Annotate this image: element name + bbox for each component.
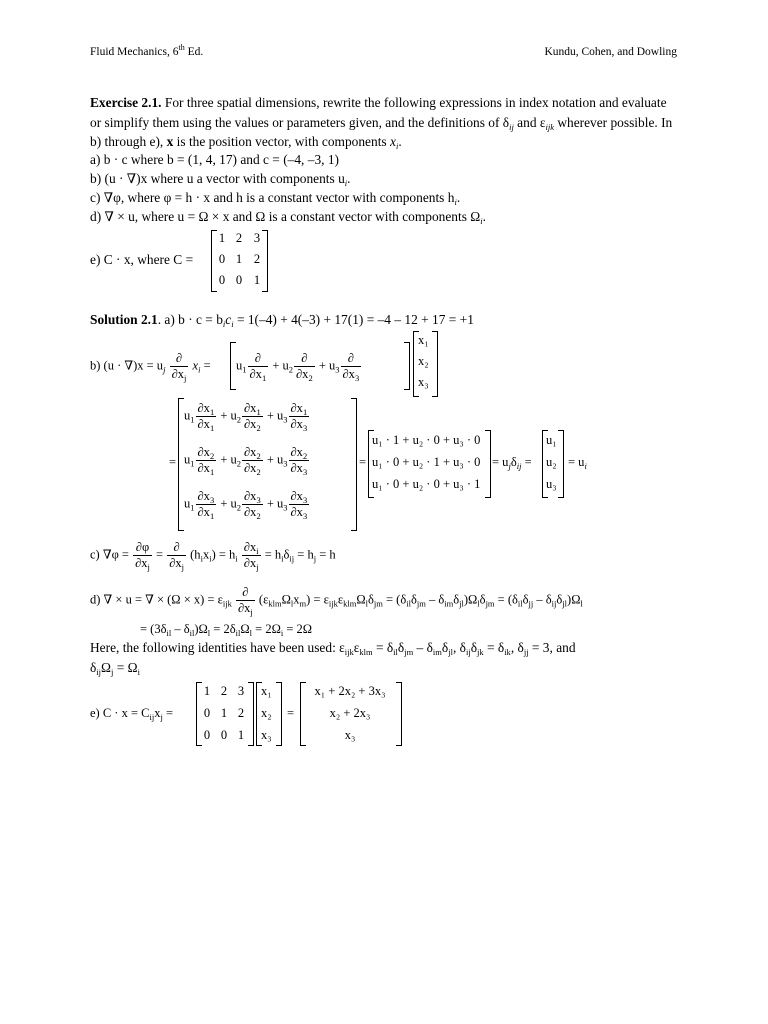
solution-b-expansion: $u_1$ $\frac{\partial}{\partial x_1}$ + $u_2$ $\frac{\partial}{\partial x_2}$ + $u_3$ $\frac{\partial}{\partial x_3}$ <box>236 351 360 383</box>
result-ui: = $u_i$ <box>568 455 587 471</box>
vector-entry: x₂ <box>261 706 272 720</box>
matrix-cell: 1 <box>235 252 243 266</box>
solution-e: e) $C \cdot x = C_{ij}x_j$ = <box>90 706 174 722</box>
matrix-cell: 3 <box>253 231 261 245</box>
matrix-cell: 3 <box>237 684 245 698</box>
matrix-cell: 2 <box>220 684 228 698</box>
matrix-row: u₁ · 1 + u₂ · 0 + u₃ · 0 <box>372 433 481 447</box>
solution-d-line2: = $(3\delta_{il} - \delta_{il})\Omega_l = 2\delta_{il}\Omega_l = 2\Omega_i = 2\Omega$ <box>140 622 313 638</box>
matrix-row: $u_1$ $\frac{\partial x_2}{\partial x_1}$ + $u_2$ $\frac{\partial x_2}{\partial x_2}$ + $u_3$ $\frac{\partial x_2}{\partial x_3}$ <box>184 445 308 477</box>
matrix-row: u₁ · 0 + u₂ · 0 + u₃ · 1 <box>372 477 481 491</box>
solution-c: c) ∇φ = $\frac{\partial\varphi}{\partial x_j}$ = $\frac{\partial}{\partial x_j}$ $(h_ix_i) = h_i$ $\frac{\partial x_i}{\partial x_j}$ = $h_i\delta_{ij} = h_j = h$ <box>90 540 336 572</box>
vector-entry: x₃ <box>344 728 356 742</box>
identities-line2: $\delta_{ij}\Omega_j = \Omega_i$ <box>90 660 140 677</box>
equals-sign: = <box>287 706 295 720</box>
vector-entry: u₃ <box>546 477 557 491</box>
exercise-a: a) b · c where b = (1, 4, 17) and c = (–4, –3, 1) <box>90 152 339 167</box>
authors: Kundu, Cohen, and Dowling <box>544 46 677 58</box>
book-title: Fluid Mechanics, 6th Ed. <box>90 43 204 58</box>
identities-line1: Here, the following identities have been used: $\varepsilon_{ijk}\varepsilon_{klm} = \delta_{il}\delta_{jm} - \delta_{im}\delta_{jl}$, $\delta_{ij}\delta_{jk} = \delta_{ik}$, $\delta_{jj} = 3$, and <box>90 640 576 657</box>
exercise-b: b) (u · ∇)x where u a vector with components $u_i$. <box>90 171 351 188</box>
solution-b-line1: b) $(u \cdot \nabla)x = u_j$ $\frac{\partial}{\partial x_j}$ $x_i$ = <box>90 351 211 383</box>
exercise-e: e) C · x, where C = <box>90 252 194 267</box>
matrix-cell: 0 <box>203 706 211 720</box>
equals-sign: = <box>169 455 177 469</box>
vector-entry: u₂ <box>546 455 557 469</box>
vector-entry: x₃ <box>261 728 272 742</box>
matrix-cell: 0 <box>235 273 243 287</box>
matrix-cell: 0 <box>218 252 226 266</box>
matrix-cell: 2 <box>253 252 261 266</box>
vector-entry: x₁ + 2x₂ + 3x₃ <box>314 684 386 698</box>
vector-entry: x₁ <box>261 684 272 698</box>
matrix-cell: 2 <box>237 706 245 720</box>
matrix-cell: 1 <box>218 231 226 245</box>
exercise-d: d) ∇ × u, where u = Ω × x and Ω is a constant vector with components $\Omega_i$. <box>90 209 486 226</box>
vector-entry: u₁ <box>546 433 557 447</box>
matrix-row: $u_1$ $\frac{\partial x_3}{\partial x_1}$ + $u_2$ $\frac{\partial x_3}{\partial x_2}$ + $u_3$ $\frac{\partial x_3}{\partial x_3}$ <box>184 489 308 521</box>
matrix-cell: 0 <box>218 273 226 287</box>
solution-d-line1: d) ∇ × u = ∇ × $(\Omega \times x) = \varepsilon_{ijk}$ $\frac{\partial}{\partial x_j}$ $(\varepsilon_{klm}\Omega_lx_m) = \varepsilon_{ijk}\varepsilon_{klm}\Omega_l\delta_{jm} = (\delta_{il}\delta_{jm} - \delta_{im}\delta_{jl})\Omega_l\delta_{jm} = (\delta_{il}\delta_{jj} - \delta_{ij}\delta_{jl})\Omega_l$ <box>90 585 583 617</box>
exercise-intro: Exercise 2.1. For three spatial dimensions, rewrite the following expressions in index notation and evaluate or simplify them using the values or parameters given, and the definitions of $\delta_{ij}$ and $\varepsilon_{ijk}$ wherever possible. In b) through e), x is the position vector, with components $x_i$. <box>90 95 673 151</box>
matrix-cell: 1 <box>253 273 261 287</box>
matrix-cell: 0 <box>203 728 211 742</box>
equals-sign: = <box>359 455 367 469</box>
matrix-row: u₁ · 0 + u₂ · 1 + u₃ · 0 <box>372 455 481 469</box>
matrix-cell: 0 <box>220 728 228 742</box>
matrix-cell: 2 <box>235 231 243 245</box>
solution-a: Solution 2.1. a) $b \cdot c = b_ic_i = 1(-4) + 4(-3) + 17(1) = -4 - 12 + 17 = +1$ <box>90 312 474 329</box>
vector-entry: x₂ + 2x₃ <box>329 706 371 720</box>
matrix-cell: 1 <box>237 728 245 742</box>
matrix-cell: 1 <box>203 684 211 698</box>
exercise-c: c) ∇φ, where φ = h · x and h is a constant vector with components $h_i$. <box>90 190 461 207</box>
matrix-row: $u_1$ $\frac{\partial x_1}{\partial x_1}$ + $u_2$ $\frac{\partial x_1}{\partial x_2}$ + $u_3$ $\frac{\partial x_1}{\partial x_3}$ <box>184 401 308 433</box>
result-u-delta: = $u_j\delta_{ij}$ = <box>492 455 532 471</box>
matrix-cell: 1 <box>220 706 228 720</box>
